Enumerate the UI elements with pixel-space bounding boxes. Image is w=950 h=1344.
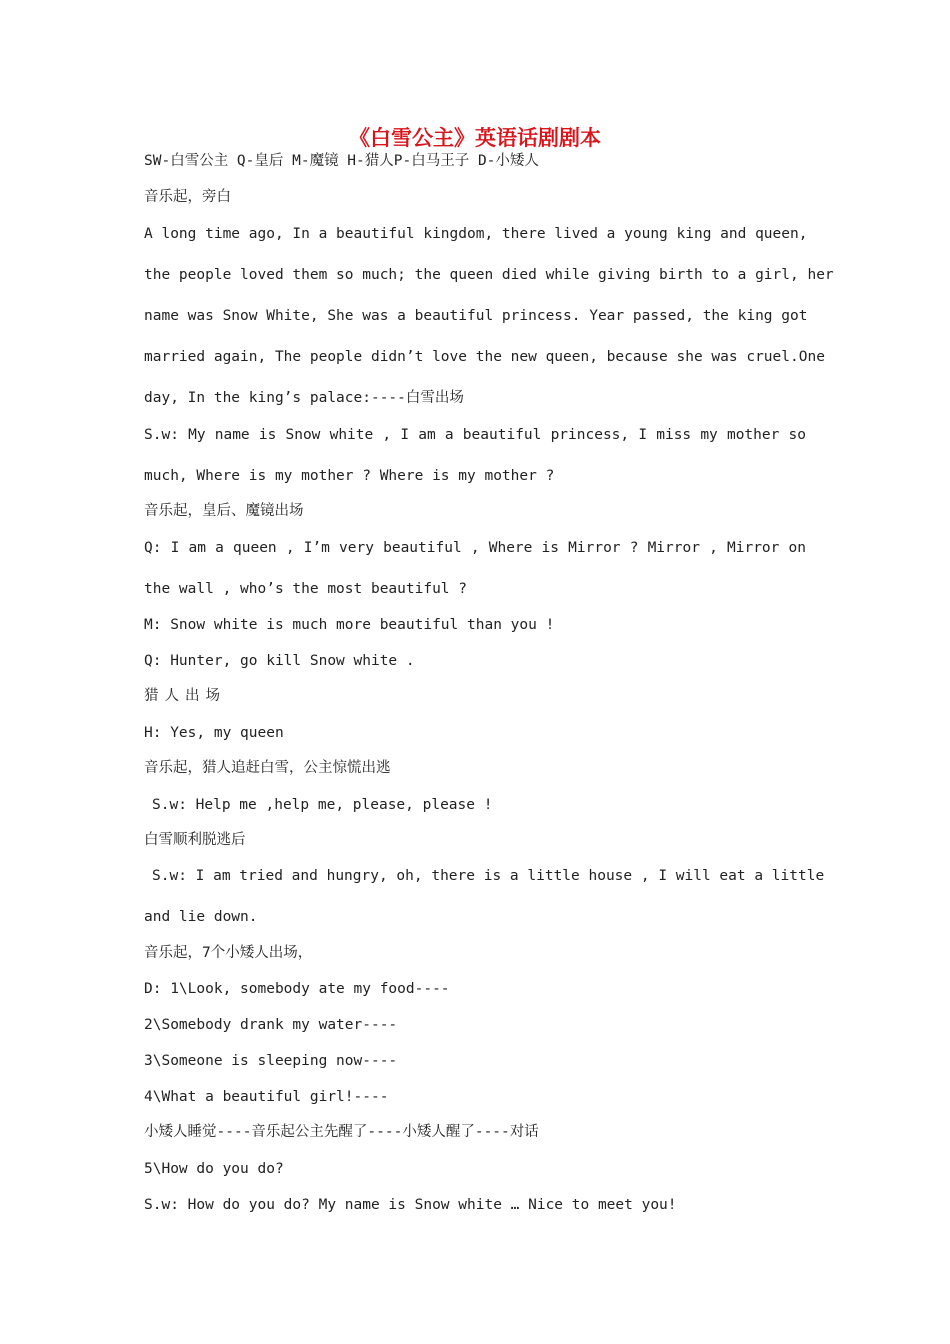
stage-direction: 猎人出场 [144, 688, 226, 704]
stage-direction: 音乐起，旁白 [144, 189, 231, 205]
narration-line: A long time ago, In a beautiful kingdom, there lived a young king and queen, [144, 226, 808, 242]
dialogue-line: S.w: I am tried and hungry, oh, there is a little house , I will eat a little [152, 868, 825, 884]
narration-line: married again, The people didn’t love the new queen, because she was cruel.One [144, 349, 825, 365]
dialogue-line: the wall , who’s the most beautiful ? [144, 581, 468, 597]
dialogue-line: S.w: My name is Snow white , I am a beautiful princess, I miss my mother so [144, 427, 806, 443]
dialogue-line: 5\How do you do? [144, 1161, 284, 1177]
dialogue-line: M: Snow white is much more beautiful than you ! [144, 617, 555, 633]
stage-direction: 音乐起，7个小矮人出场， [144, 945, 313, 961]
document-title: 《白雪公主》英语话剧剧本 [349, 126, 601, 150]
dialogue-line: and lie down. [144, 909, 258, 925]
dialogue-line: H: Yes, my queen [144, 725, 284, 741]
dialogue-line: S.w: Help me ,help me, please, please ! [152, 797, 493, 813]
dialogue-line: 2\Somebody drank my water---- [144, 1017, 398, 1033]
narration-line: the people loved them so much; the queen died while giving birth to a girl, her [144, 267, 834, 283]
stage-direction: 音乐起，猎人追赶白雪，公主惊慌出逃 [144, 760, 391, 776]
dialogue-line: 4\What a beautiful girl!---- [144, 1089, 389, 1105]
dialogue-line: much, Where is my mother ? Where is my mother ? [144, 468, 555, 484]
narration-line: day, In the king’s palace:----白雪出场 [144, 390, 464, 406]
stage-direction: 白雪顺利脱逃后 [144, 832, 246, 848]
dialogue-line: Q: Hunter, go kill Snow white . [144, 653, 415, 669]
stage-direction: 小矮人睡觉----音乐起公主先醒了----小矮人醒了----对话 [144, 1124, 539, 1140]
dialogue-line: Q: I am a queen , I’m very beautiful , Where is Mirror ? Mirror , Mirror on [144, 540, 806, 556]
dialogue-line: 3\Someone is sleeping now---- [144, 1053, 398, 1069]
dialogue-line: S.w: How do you do? My name is Snow white … Nice to meet you! [144, 1197, 677, 1213]
dialogue-line: D: 1\Look, somebody ate my food---- [144, 981, 450, 997]
narration-line: name was Snow White, She was a beautiful princess. Year passed, the king got [144, 308, 808, 324]
cast-list: SW-白雪公主 Q-皇后 M-魔镜 H-猎人P-白马王子 D-小矮人 [144, 153, 539, 169]
stage-direction: 音乐起，皇后、魔镜出场 [144, 503, 304, 519]
